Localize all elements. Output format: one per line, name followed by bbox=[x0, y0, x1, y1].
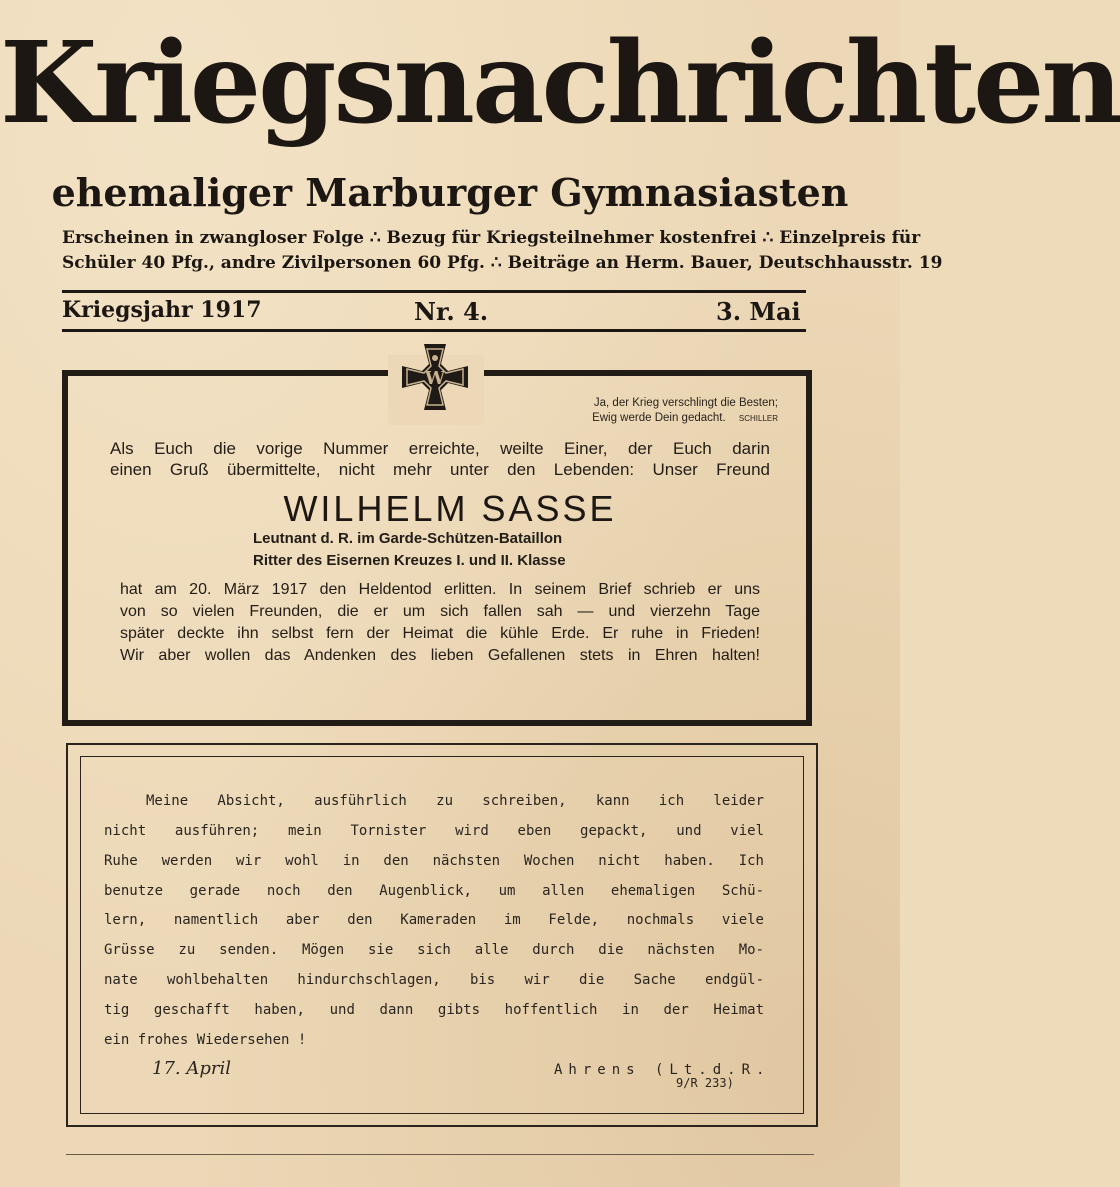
header-rule-bottom bbox=[62, 329, 806, 332]
iron-cross-icon bbox=[398, 340, 472, 414]
memorial-intro-line-1: Als Euch die vorige Nummer erreichte, weilte Einer, der Euch darin bbox=[110, 439, 770, 458]
issue-date: 3. Mai bbox=[716, 297, 801, 326]
quote-author: SCHILLER bbox=[738, 414, 778, 423]
memorial-body-line-1: hat am 20. März 1917 den Heldentod erlitten. In seinem Brief schrieb er uns bbox=[120, 581, 760, 598]
letter-line-4: benutze gerade noch den Augenblick, um allen ehemaligen Schü- bbox=[104, 883, 764, 899]
letter-line-3: Ruhe werden wir wohl in den nächsten Wochen nicht haben. Ich bbox=[104, 853, 764, 869]
fallen-name: WILHELM SASSE bbox=[283, 488, 617, 529]
memorial-intro-line-2: einen Gruß übermittelte, nicht mehr unter den Lebenden: Unser Freund bbox=[110, 460, 770, 479]
letter-line-8: tig geschafft haben, und dann gibts hoffentlich in der Heimat bbox=[104, 1002, 764, 1018]
header-rule-top bbox=[62, 290, 806, 293]
publication-info-line-1: Erscheinen in zwangloser Folge ∴ Bezug für Kriegsteilnehmer kostenfrei ∴ Einzelpreis für bbox=[62, 228, 921, 248]
fallen-decoration: Ritter des Eisernen Kreuzes I. und II. Klasse bbox=[253, 552, 566, 569]
letter-signer: Ahrens (Lt.d.R. bbox=[554, 1062, 771, 1078]
letter-line-7: nate wohlbehalten hindurchschlagen, bis wir die Sache endgül- bbox=[104, 972, 764, 988]
quote-line-1: Ja, der Krieg verschlingt die Besten; bbox=[593, 397, 778, 409]
letter-signer-unit: 9/R 233) bbox=[676, 1076, 734, 1090]
masthead-title: Kriegsnachrichten bbox=[0, 18, 1120, 149]
svg-text:W: W bbox=[424, 368, 446, 389]
letter-line-2: nicht ausführen; mein Tornister wird eben gepackt, und viel bbox=[104, 823, 764, 839]
memorial-body-line-3: später deckte ihn selbst fern der Heimat die kühle Erde. Er ruhe in Frieden! bbox=[120, 625, 760, 642]
issue-number: Nr. 4. bbox=[414, 297, 489, 326]
letter-date: 17. April bbox=[152, 1058, 231, 1079]
letter-line-1: Meine Absicht, ausführlich zu schreiben, kann ich leider bbox=[146, 793, 764, 809]
letter-line-5: lern, namentlich aber den Kameraden im Felde, nochmals viele bbox=[104, 912, 764, 928]
schiller-quote bbox=[548, 396, 778, 426]
quote-line-2: Ewig werde Dein gedacht. bbox=[592, 412, 726, 424]
footer-rule bbox=[66, 1154, 814, 1155]
masthead-subtitle: ehemaliger Marburger Gymnasiasten bbox=[51, 170, 849, 215]
letter-line-9: ein frohes Wiedersehen ! bbox=[104, 1032, 307, 1048]
letter-line-6: Grüsse zu senden. Mögen sie sich alle durch die nächsten Mo- bbox=[104, 942, 764, 958]
memorial-body-line-2: von so vielen Freunden, die er um sich fallen sah — und vierzehn Tage bbox=[120, 603, 760, 620]
memorial-body-line-4: Wir aber wollen das Andenken des lieben Gefallenen stets in Ehren halten! bbox=[120, 647, 760, 664]
issue-year: Kriegsjahr 1917 bbox=[62, 297, 262, 323]
fallen-rank: Leutnant d. R. im Garde-Schützen-Bataillon bbox=[253, 530, 563, 547]
publication-info-line-2: Schüler 40 Pfg., andre Zivilpersonen 60 Pfg. ∴ Beiträge an Herm. Bauer, Deutschhausstr. 19 bbox=[62, 253, 943, 273]
